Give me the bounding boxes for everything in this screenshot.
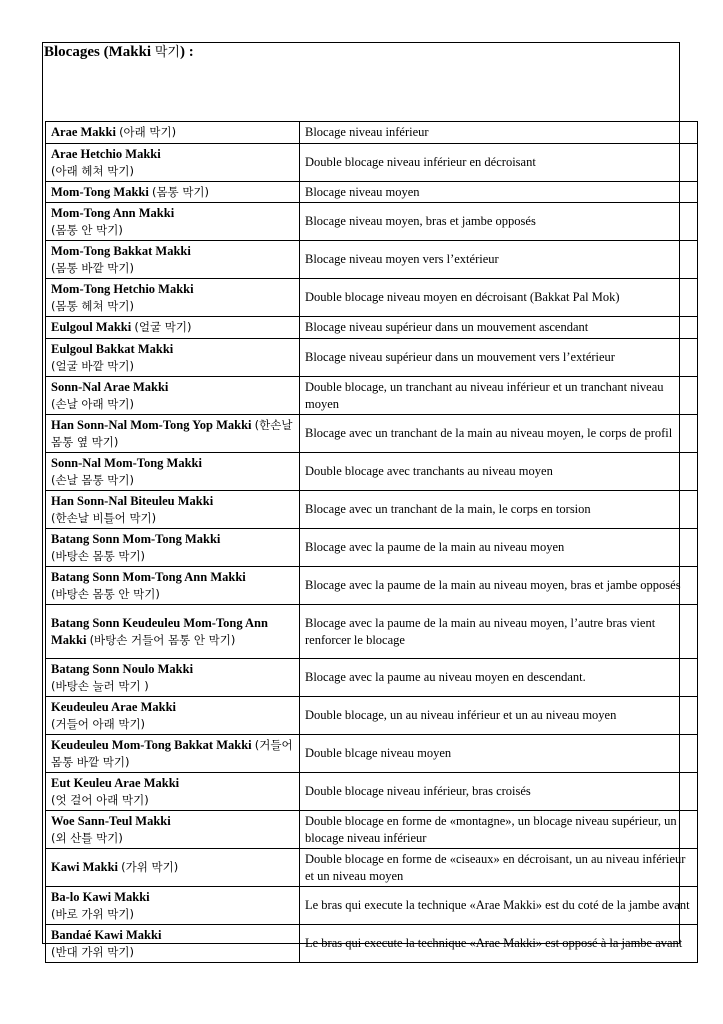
technique-description: Double blocage, un tranchant au niveau inférieur et un tranchant niveau moyen [300, 377, 698, 415]
technique-korean: (몸통 막기) [151, 184, 210, 199]
technique-korean: (손날 몸통 막기) [51, 472, 134, 487]
technique-name-cell [46, 735, 300, 773]
technique-romanized: Ba-lo Kawi Makki [51, 890, 150, 904]
technique-romanized: Keudeuleu Arae Makki [51, 700, 177, 714]
table-row [46, 773, 698, 811]
table-row [46, 567, 698, 605]
technique-romanized: Mom-Tong Makki [51, 184, 149, 199]
technique-name-cell [46, 529, 300, 567]
technique-name-cell [46, 849, 300, 887]
technique-name-cell [46, 453, 300, 491]
table-row [46, 317, 698, 339]
technique-description: Double blocage en forme de «montagne», un blocage niveau supérieur, un blocage niveau inférieur [300, 811, 698, 849]
title-korean: 막기 [154, 45, 180, 60]
technique-romanized: Arae Makki [51, 125, 116, 140]
technique-name-cell [46, 491, 300, 529]
technique-korean: (바탕손 거들어 몸통 안 막기) [89, 632, 236, 647]
table-row [46, 735, 698, 773]
technique-korean: (거들어 아래 막기) [51, 716, 146, 731]
technique-romanized: Batang Sonn Keudeuleu Mom-Tong Ann Makki [51, 616, 268, 647]
table-row [46, 697, 698, 735]
technique-korean: (한손날 몸통 옆 막기) [51, 418, 293, 449]
technique-korean: (엇 걸어 아래 막기) [51, 792, 149, 807]
blocks-table [45, 121, 698, 963]
technique-description: Blocage niveau moyen vers l’extérieur [300, 241, 698, 279]
technique-name-cell [46, 241, 300, 279]
technique-name-cell [46, 279, 300, 317]
technique-romanized: Keudeuleu Mom-Tong Bakkat Makki [51, 738, 252, 752]
technique-name-cell [46, 887, 300, 925]
technique-description: Double blocage niveau moyen en décroisant (Bakkat Pal Mok) [300, 279, 698, 317]
technique-romanized: Eulgoul Makki [51, 320, 132, 335]
technique-romanized: Sonn-Nal Mom-Tong Makki [51, 456, 202, 470]
technique-description: Blocage avec la paume de la main au niveau moyen, bras et jambe opposés [300, 567, 698, 605]
technique-romanized: Mom-Tong Hetchio Makki [51, 282, 194, 296]
table-row [46, 453, 698, 491]
technique-name-cell [46, 377, 300, 415]
technique-korean: (바탕손 눌러 막기 ) [51, 678, 149, 693]
technique-name-cell [46, 144, 300, 182]
table-bottom-spacer [45, 927, 677, 943]
technique-name-cell [46, 415, 300, 453]
technique-name-cell [46, 203, 300, 241]
technique-description: Blocage niveau inférieur [300, 122, 698, 144]
technique-description: Double blocage niveau inférieur, bras croisés [300, 773, 698, 811]
technique-korean: (바탕손 몸통 안 막기) [51, 586, 160, 601]
technique-romanized: Han Sonn-Nal Mom-Tong Yop Makki [51, 418, 252, 432]
technique-name-cell [46, 659, 300, 697]
technique-korean: (바탕손 몸통 막기) [51, 548, 146, 563]
technique-korean: (몸통 헤쳐 막기) [51, 298, 134, 313]
technique-name-cell [46, 697, 300, 735]
technique-description: Le bras qui execute la technique «Arae Makki» est du coté de la jambe avant [300, 887, 698, 925]
technique-description: Double blocage avec tranchants au niveau moyen [300, 453, 698, 491]
table-row [46, 491, 698, 529]
page-title [43, 43, 194, 79]
technique-korean: (외 산틀 막기) [51, 830, 123, 845]
technique-description: Blocage avec un tranchant de la main, le corps en torsion [300, 491, 698, 529]
technique-description: Blocage niveau supérieur dans un mouvement vers l’extérieur [300, 339, 698, 377]
technique-description: Double blocage niveau inférieur en décroisant [300, 144, 698, 182]
technique-romanized: Han Sonn-Nal Biteuleu Makki [51, 494, 214, 508]
technique-romanized: Sonn-Nal Arae Makki [51, 380, 169, 394]
technique-romanized: Arae Hetchio Makki [51, 147, 161, 161]
table-row [46, 144, 698, 182]
technique-korean: (반대 가위 막기) [51, 944, 134, 959]
technique-korean: (가위 막기) [121, 860, 179, 875]
technique-korean: (한손날 비틀어 막기) [51, 510, 157, 525]
technique-name-cell [46, 605, 300, 659]
title-suffix: ) : [179, 44, 194, 60]
technique-korean: (몸통 바깥 막기) [51, 260, 134, 275]
technique-korean: (바로 가위 막기) [51, 906, 134, 921]
technique-romanized: Eut Keuleu Arae Makki [51, 776, 180, 790]
table-row [46, 887, 698, 925]
table-row [46, 182, 698, 203]
technique-description: Blocage niveau moyen [300, 182, 698, 203]
technique-name-cell [46, 182, 300, 203]
technique-korean: (아래 막기) [119, 125, 177, 140]
technique-korean: (몸통 안 막기) [51, 222, 123, 237]
table-row [46, 339, 698, 377]
technique-korean: (손날 아래 막기) [51, 396, 134, 411]
technique-romanized: Kawi Makki [51, 860, 119, 875]
technique-name-cell [46, 122, 300, 144]
technique-name-cell [46, 339, 300, 377]
technique-description: Le bras qui execute la technique «Arae Makki» est opposé à la jambe avant [300, 925, 698, 963]
technique-romanized: Mom-Tong Ann Makki [51, 206, 175, 220]
technique-description: Blocage avec la paume au niveau moyen en descendant. [300, 659, 698, 697]
technique-romanized: Batang Sonn Noulo Makki [51, 662, 194, 676]
table-row [46, 122, 698, 144]
technique-romanized: Eulgoul Bakkat Makki [51, 342, 174, 356]
technique-korean: (거들어 몸통 바깥 막기) [51, 738, 293, 769]
table-row [46, 659, 698, 697]
document-frame [42, 42, 690, 959]
technique-name-cell [46, 317, 300, 339]
technique-romanized: Woe Sann-Teul Makki [51, 814, 171, 828]
technique-description: Double blocage en forme de «ciseaux» en décroisant, un au niveau inférieur et un niveau moyen [300, 849, 698, 887]
table-row [46, 849, 698, 887]
technique-description: Double blocage, un au niveau inférieur et un au niveau moyen [300, 697, 698, 735]
technique-name-cell [46, 773, 300, 811]
technique-description: Double blcage niveau moyen [300, 735, 698, 773]
technique-description: Blocage niveau moyen, bras et jambe opposés [300, 203, 698, 241]
technique-romanized: Bandaé Kawi Makki [51, 928, 162, 942]
table-row [46, 377, 698, 415]
table-row [46, 415, 698, 453]
technique-korean: (아래 헤쳐 막기) [51, 163, 134, 178]
table-row [46, 241, 698, 279]
title-latin: Blocages (Makki [44, 44, 152, 60]
technique-romanized: Mom-Tong Bakkat Makki [51, 244, 191, 258]
technique-description: Blocage avec un tranchant de la main au niveau moyen, le corps de profil [300, 415, 698, 453]
technique-name-cell [46, 567, 300, 605]
technique-korean: (얼굴 바깥 막기) [51, 358, 134, 373]
technique-description: Blocage avec la paume de la main au niveau moyen, l’autre bras vient renforcer le blocage [300, 605, 698, 659]
table-row [46, 605, 698, 659]
technique-romanized: Batang Sonn Mom-Tong Makki [51, 532, 221, 546]
table-row [46, 203, 698, 241]
table-row [46, 279, 698, 317]
table-row [46, 529, 698, 567]
technique-romanized: Batang Sonn Mom-Tong Ann Makki [51, 570, 246, 584]
technique-description: Blocage niveau supérieur dans un mouvement ascendant [300, 317, 698, 339]
technique-korean: (얼굴 막기) [134, 320, 192, 335]
table-row [46, 811, 698, 849]
technique-name-cell [46, 811, 300, 849]
technique-description: Blocage avec la paume de la main au niveau moyen [300, 529, 698, 567]
